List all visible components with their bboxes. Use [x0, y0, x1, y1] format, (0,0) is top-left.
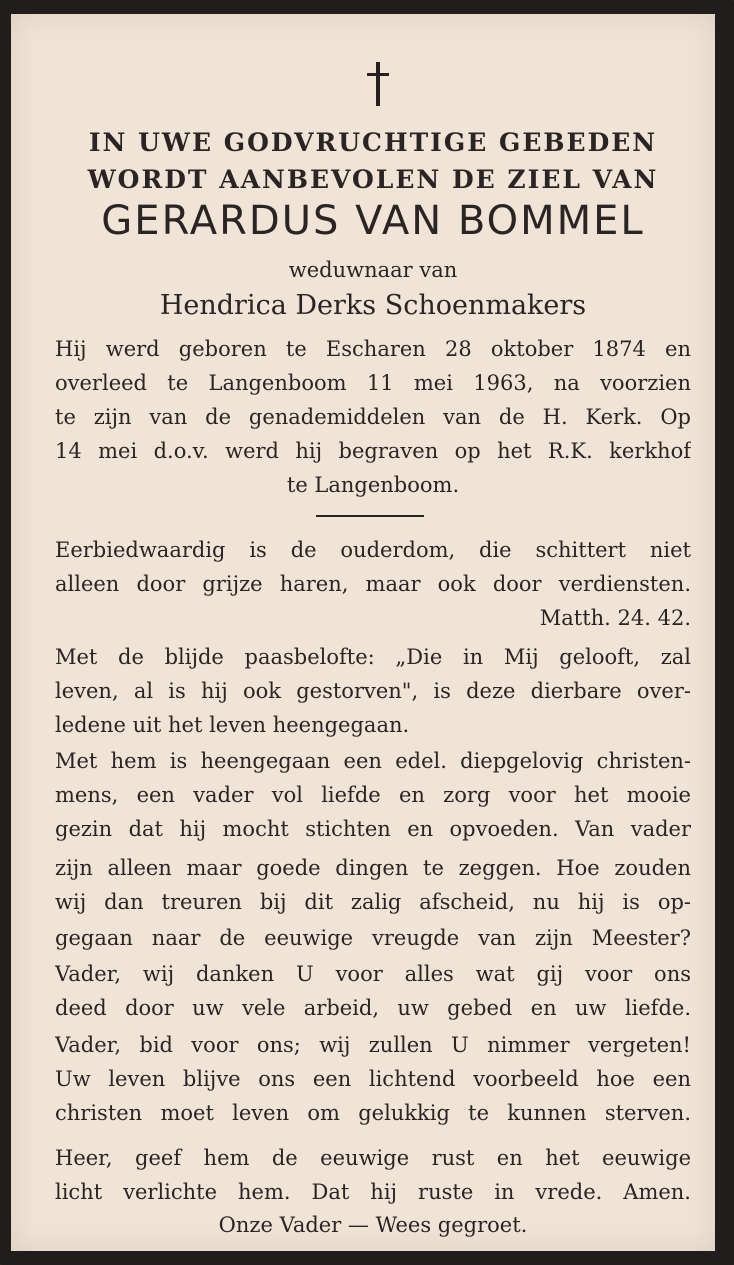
deceased-name: GERARDUS VAN BOMMEL [101, 198, 645, 244]
spouse-name: Hendrica Derks Schoenmakers [159, 290, 587, 321]
paragraph-line: gegaan naar de eeuwige vreugde van zijn Meester? [55, 926, 691, 950]
paragraph-line: zijn alleen maar goede dingen te zeggen. Hoe zouden [55, 856, 691, 880]
paragraph-line: deed door uw vele arbeid, uw gebed en uw liefde. [55, 996, 691, 1020]
heading-line-2: WORDT AANBEVOLEN DE ZIEL VAN [87, 165, 659, 194]
paragraph-line: Met de blijde paasbelofte: „Die in Mij gelooft, zal [55, 645, 691, 669]
paragraph-line: Uw leven blijve ons een lichtend voorbeeld hoe een [55, 1067, 691, 1091]
bio-line: Hij werd geboren te Escharen 28 oktober 1874 en [55, 337, 691, 361]
paragraph-line: Met hem is heengegaan een edel. diepgelovig christen- [55, 749, 691, 773]
prayers: Onze Vader — Wees gegroet. [218, 1213, 528, 1237]
closing-line: licht verlichte hem. Dat hij ruste in vrede. Amen. [55, 1180, 691, 1204]
paragraph-line: gezin dat hij mocht stichten en opvoeden. Van vader [55, 817, 691, 841]
cross-icon [364, 62, 394, 106]
heading-line-1: IN UWE GODVRUCHTIGE GEBEDEN [88, 128, 658, 157]
bio-line: 14 mei d.o.v. werd hij begraven op het R.K. kerkhof [55, 439, 691, 463]
subtitle: weduwnaar van [288, 258, 458, 282]
bio-line: te Langenboom. [286, 473, 460, 497]
quote-reference: Matth. 24. 42. [539, 606, 691, 630]
paragraph-line: leven, al is hij ook gestorven", is deze dierbare over- [55, 679, 691, 703]
divider [316, 515, 424, 517]
paragraph-line: ledene uit het leven heengegaan. [55, 713, 410, 737]
closing-line: Heer, geef hem de eeuwige rust en het eeuwige [55, 1146, 691, 1170]
paragraph-line: mens, een vader vol liefde en zorg voor het mooie [55, 783, 691, 807]
quote-line: alleen door grijze haren, maar ook door verdiensten. [55, 572, 691, 596]
paragraph-line: Vader, bid voor ons; wij zullen U nimmer vergeten! [55, 1033, 691, 1057]
paragraph-line: Vader, wij danken U voor alles wat gij voor ons [55, 962, 691, 986]
paragraph-line: christen moet leven om gelukkig te kunnen sterven. [55, 1101, 691, 1125]
quote-line: Eerbiedwaardig is de ouderdom, die schittert niet [55, 538, 691, 562]
bio-line: te zijn van de genademiddelen van de H. Kerk. Op [55, 405, 691, 429]
bio-line: overleed te Langenboom 11 mei 1963, na voorzien [55, 371, 691, 395]
paragraph-line: wij dan treuren bij dit zalig afscheid, nu hij is op- [55, 890, 691, 914]
